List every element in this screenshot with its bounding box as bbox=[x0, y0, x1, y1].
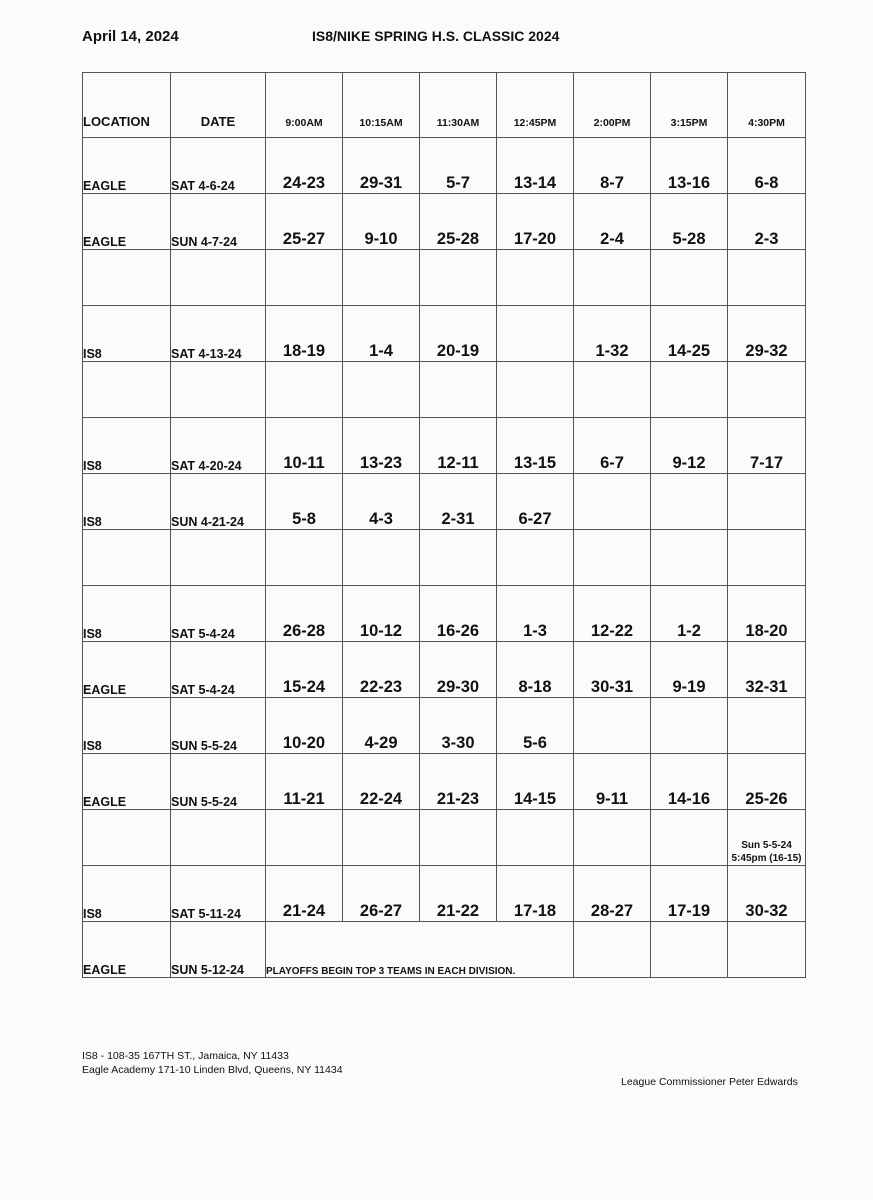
date-cell: SUN 4-21-24 bbox=[171, 474, 266, 530]
table-row bbox=[83, 754, 806, 810]
schedule-table bbox=[82, 72, 806, 978]
date-cell: SUN 5-5-24 bbox=[171, 698, 266, 754]
date-cell: SUN 4-7-24 bbox=[171, 194, 266, 250]
game-cell: 22-24 bbox=[343, 754, 420, 810]
game-cell bbox=[651, 250, 728, 306]
game-cell: 12-11 bbox=[420, 418, 497, 474]
column-header-date: DATE bbox=[171, 73, 266, 138]
game-cell: 10-12 bbox=[343, 586, 420, 642]
game-cell: 12-22 bbox=[574, 586, 651, 642]
game-cell bbox=[728, 250, 806, 306]
game-cell bbox=[343, 810, 420, 866]
game-cell bbox=[420, 810, 497, 866]
column-header-time: 12:45PM bbox=[497, 73, 574, 138]
game-cell: 14-16 bbox=[651, 754, 728, 810]
date-cell: SAT 5-4-24 bbox=[171, 642, 266, 698]
game-cell: 1-4 bbox=[343, 306, 420, 362]
table-row bbox=[83, 586, 806, 642]
column-header-time: 4:30PM bbox=[728, 73, 806, 138]
address-eagle: Eagle Academy 171-10 Linden Blvd, Queens, NY 11434 bbox=[82, 1064, 343, 1076]
game-cell: 14-25 bbox=[651, 306, 728, 362]
game-cell: 5-28 bbox=[651, 194, 728, 250]
game-cell: 6-7 bbox=[574, 418, 651, 474]
date-cell: SUN 5-5-24 bbox=[171, 754, 266, 810]
game-cell: 14-15 bbox=[497, 754, 574, 810]
game-cell: 26-28 bbox=[266, 586, 343, 642]
location-cell: IS8 bbox=[83, 866, 171, 922]
date-cell bbox=[171, 250, 266, 306]
game-cell: 29-32 bbox=[728, 306, 806, 362]
reschedule-note-cell: Sun 5-5-24 5:45pm (16-15) bbox=[728, 810, 806, 866]
game-cell bbox=[651, 698, 728, 754]
game-cell bbox=[574, 698, 651, 754]
column-header-time: 2:00PM bbox=[574, 73, 651, 138]
game-cell: 30-31 bbox=[574, 642, 651, 698]
game-cell: 4-3 bbox=[343, 474, 420, 530]
game-cell bbox=[651, 362, 728, 418]
game-cell bbox=[574, 530, 651, 586]
game-cell bbox=[343, 250, 420, 306]
empty-cell bbox=[574, 922, 651, 978]
empty-cell bbox=[651, 922, 728, 978]
location-cell: IS8 bbox=[83, 698, 171, 754]
game-cell: 29-30 bbox=[420, 642, 497, 698]
column-header-time: 10:15AM bbox=[343, 73, 420, 138]
date-cell: SAT 5-11-24 bbox=[171, 866, 266, 922]
date-cell bbox=[171, 810, 266, 866]
game-cell: 5-7 bbox=[420, 138, 497, 194]
date-cell: SUN 5-12-24 bbox=[171, 922, 266, 978]
location-cell: EAGLE bbox=[83, 754, 171, 810]
date-cell bbox=[171, 530, 266, 586]
location-cell: IS8 bbox=[83, 586, 171, 642]
game-cell: 17-20 bbox=[497, 194, 574, 250]
date-cell: SAT 4-20-24 bbox=[171, 418, 266, 474]
date-cell: SAT 4-13-24 bbox=[171, 306, 266, 362]
game-cell: 2-31 bbox=[420, 474, 497, 530]
game-cell: 25-28 bbox=[420, 194, 497, 250]
address-is8: IS8 - 108-35 167TH ST., Jamaica, NY 11433 bbox=[82, 1050, 289, 1062]
game-cell: 18-19 bbox=[266, 306, 343, 362]
header-row bbox=[83, 73, 806, 138]
location-cell bbox=[83, 810, 171, 866]
game-cell bbox=[651, 474, 728, 530]
game-cell: 18-20 bbox=[728, 586, 806, 642]
game-cell: 13-14 bbox=[497, 138, 574, 194]
game-cell bbox=[497, 810, 574, 866]
table-row bbox=[83, 418, 806, 474]
game-cell: 9-11 bbox=[574, 754, 651, 810]
game-cell: 22-23 bbox=[343, 642, 420, 698]
game-cell: 17-18 bbox=[497, 866, 574, 922]
column-header-time: 11:30AM bbox=[420, 73, 497, 138]
game-cell: 21-22 bbox=[420, 866, 497, 922]
location-cell bbox=[83, 362, 171, 418]
game-cell: 10-20 bbox=[266, 698, 343, 754]
game-cell bbox=[728, 474, 806, 530]
game-cell: 9-12 bbox=[651, 418, 728, 474]
location-cell: EAGLE bbox=[83, 138, 171, 194]
game-cell bbox=[343, 530, 420, 586]
date-cell: SAT 5-4-24 bbox=[171, 586, 266, 642]
column-header-time: 9:00AM bbox=[266, 73, 343, 138]
game-cell: 15-24 bbox=[266, 642, 343, 698]
game-cell: 30-32 bbox=[728, 866, 806, 922]
game-cell: 2-3 bbox=[728, 194, 806, 250]
game-cell: 10-11 bbox=[266, 418, 343, 474]
footer-addresses bbox=[82, 1049, 343, 1077]
table-row bbox=[83, 698, 806, 754]
schedule-title: IS8/NIKE SPRING H.S. CLASSIC 2024 bbox=[312, 28, 560, 44]
game-cell: 28-27 bbox=[574, 866, 651, 922]
game-cell bbox=[497, 306, 574, 362]
game-cell: 17-19 bbox=[651, 866, 728, 922]
game-cell bbox=[266, 530, 343, 586]
game-cell: 8-7 bbox=[574, 138, 651, 194]
game-cell bbox=[574, 362, 651, 418]
game-cell: 9-19 bbox=[651, 642, 728, 698]
table-row bbox=[83, 530, 806, 586]
game-cell bbox=[420, 250, 497, 306]
playoffs-note: PLAYOFFS BEGIN TOP 3 TEAMS IN EACH DIVISION. bbox=[266, 922, 574, 978]
game-cell bbox=[497, 250, 574, 306]
game-cell: 9-10 bbox=[343, 194, 420, 250]
game-cell: 3-30 bbox=[420, 698, 497, 754]
game-cell bbox=[728, 530, 806, 586]
game-cell: 8-18 bbox=[497, 642, 574, 698]
game-cell: 1-32 bbox=[574, 306, 651, 362]
game-cell bbox=[728, 698, 806, 754]
game-cell: 4-29 bbox=[343, 698, 420, 754]
game-cell bbox=[420, 530, 497, 586]
game-cell: 21-24 bbox=[266, 866, 343, 922]
game-cell bbox=[343, 362, 420, 418]
empty-cell bbox=[728, 922, 806, 978]
schedule-date: April 14, 2024 bbox=[82, 28, 179, 45]
game-cell bbox=[266, 250, 343, 306]
table-row bbox=[83, 866, 806, 922]
game-cell: 1-2 bbox=[651, 586, 728, 642]
game-cell: 26-27 bbox=[343, 866, 420, 922]
game-cell bbox=[574, 474, 651, 530]
game-cell: 13-16 bbox=[651, 138, 728, 194]
location-cell bbox=[83, 250, 171, 306]
game-cell: 6-27 bbox=[497, 474, 574, 530]
table-row bbox=[83, 306, 806, 362]
table-row bbox=[83, 362, 806, 418]
game-cell: 5-8 bbox=[266, 474, 343, 530]
game-cell: 13-15 bbox=[497, 418, 574, 474]
game-cell bbox=[574, 810, 651, 866]
game-cell: 20-19 bbox=[420, 306, 497, 362]
date-cell bbox=[171, 362, 266, 418]
location-cell: IS8 bbox=[83, 418, 171, 474]
game-cell bbox=[420, 362, 497, 418]
game-cell bbox=[266, 362, 343, 418]
game-cell: 13-23 bbox=[343, 418, 420, 474]
date-cell: SAT 4-6-24 bbox=[171, 138, 266, 194]
location-cell: IS8 bbox=[83, 306, 171, 362]
game-cell: 32-31 bbox=[728, 642, 806, 698]
game-cell: 6-8 bbox=[728, 138, 806, 194]
table-row bbox=[83, 642, 806, 698]
column-header-time: 3:15PM bbox=[651, 73, 728, 138]
commissioner-credit: League Commissioner Peter Edwards bbox=[621, 1076, 798, 1088]
game-cell: 16-26 bbox=[420, 586, 497, 642]
game-cell bbox=[266, 810, 343, 866]
game-cell: 25-26 bbox=[728, 754, 806, 810]
game-cell: 21-23 bbox=[420, 754, 497, 810]
location-cell: EAGLE bbox=[83, 922, 171, 978]
location-cell: EAGLE bbox=[83, 642, 171, 698]
table-row bbox=[83, 810, 806, 866]
column-header-location: LOCATION bbox=[83, 73, 171, 138]
game-cell: 1-3 bbox=[497, 586, 574, 642]
game-cell bbox=[497, 530, 574, 586]
game-cell: 5-6 bbox=[497, 698, 574, 754]
table-row bbox=[83, 250, 806, 306]
game-cell bbox=[651, 530, 728, 586]
location-cell: IS8 bbox=[83, 474, 171, 530]
table-row bbox=[83, 922, 806, 978]
table-row bbox=[83, 194, 806, 250]
game-cell: 29-31 bbox=[343, 138, 420, 194]
game-cell bbox=[728, 362, 806, 418]
location-cell bbox=[83, 530, 171, 586]
game-cell: 11-21 bbox=[266, 754, 343, 810]
location-cell: EAGLE bbox=[83, 194, 171, 250]
game-cell bbox=[574, 250, 651, 306]
game-cell: 2-4 bbox=[574, 194, 651, 250]
game-cell: 7-17 bbox=[728, 418, 806, 474]
table-row bbox=[83, 474, 806, 530]
game-cell: 25-27 bbox=[266, 194, 343, 250]
game-cell bbox=[651, 810, 728, 866]
game-cell bbox=[497, 362, 574, 418]
table-row bbox=[83, 138, 806, 194]
game-cell: 24-23 bbox=[266, 138, 343, 194]
